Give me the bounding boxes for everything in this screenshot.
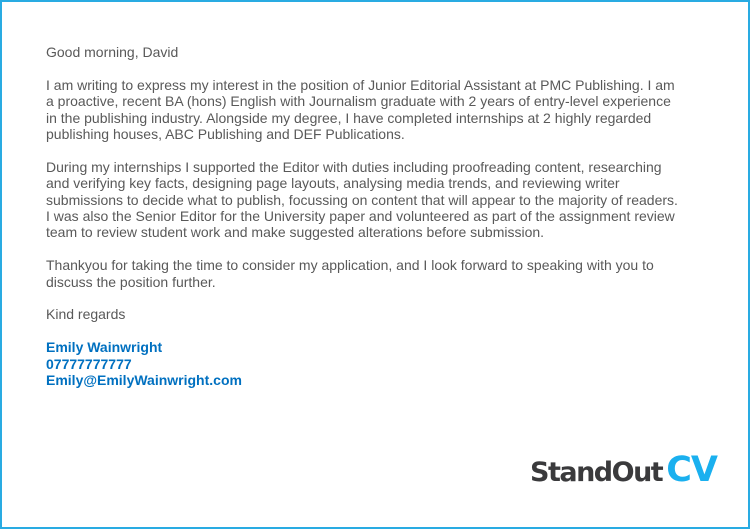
signature-name: Emily Wainwright bbox=[46, 339, 163, 356]
text-line: publishing houses, ABC Publishing and DEF Publications. bbox=[46, 126, 405, 143]
text-line: in the publishing industry. Alongside my degree, I have completed internships at 2 highly regarded bbox=[46, 109, 652, 126]
text-line: discuss the position further. bbox=[46, 273, 216, 290]
signature-block bbox=[46, 339, 726, 388]
text-line: submissions to decide what to publish, focussing on content that will appear to the majority of readers. bbox=[46, 191, 678, 208]
paragraph-closing bbox=[46, 257, 726, 290]
text-line: I was also the Senior Editor for the University paper and volunteered as part of the assignment review bbox=[46, 208, 675, 225]
text-line: team to review student work and make suggested alterations before submission. bbox=[46, 224, 545, 241]
signature-phone: 07777777777 bbox=[46, 355, 132, 372]
signature-email: Emily@EmilyWainwright.com bbox=[46, 372, 242, 389]
text-line: Thankyou for taking the time to consider my application, and I look forward to speaking with you to bbox=[46, 257, 654, 274]
greeting: Good morning, David bbox=[46, 44, 179, 60]
cover-letter bbox=[46, 44, 726, 388]
text-line: and verifying key facts, designing page layouts, analysing media trends, and reviewing writer bbox=[46, 175, 620, 192]
text-line: a proactive, recent BA (hons) English with Journalism graduate with 2 years of entry-level experience bbox=[46, 93, 671, 110]
paragraph-experience bbox=[46, 159, 726, 241]
standout-cv-logo bbox=[530, 450, 717, 490]
logo-text-standout: StandOut bbox=[530, 457, 663, 488]
text-line: During my internships I supported the Editor with duties including proofreading content, researching bbox=[46, 158, 662, 175]
sign-off: Kind regards bbox=[46, 306, 126, 323]
text-line: I am writing to express my interest in the position of Junior Editorial Assistant at PMC Publishing. I am bbox=[46, 76, 675, 93]
paragraph-intro bbox=[46, 77, 726, 143]
logo-text-cv: CV bbox=[666, 450, 717, 490]
